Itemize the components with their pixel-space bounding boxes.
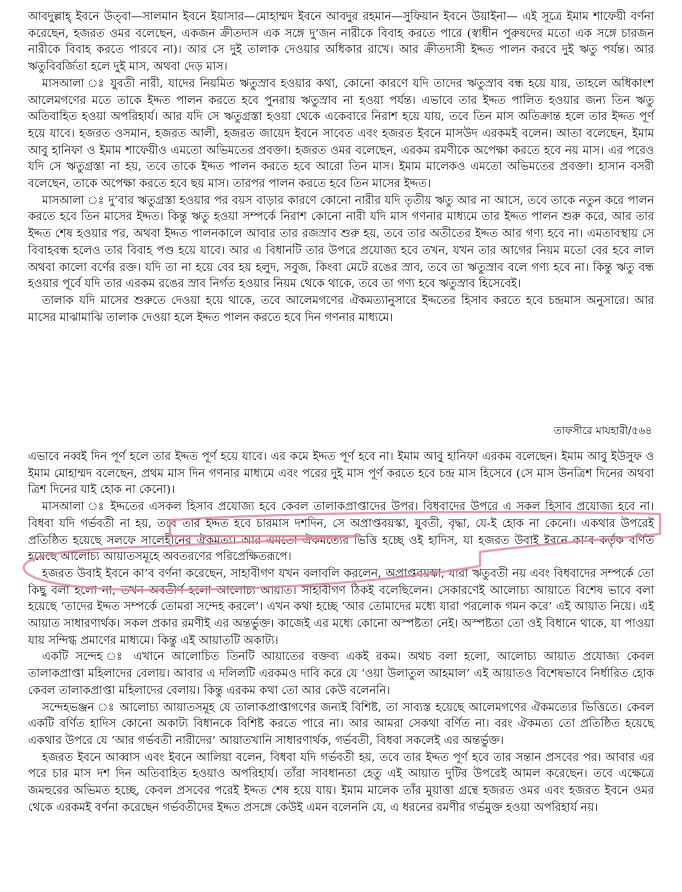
paragraph: এভাবে নব্বই দিন পূর্ণ হলে তার ইদ্দত পূর্ণ হয়ে যাবে। এর কমে ইদ্দত পূর্ণ হবে না। ইমাম আবু হানিফা এরকম বলেছেন। ইমাম আবু ইউসুফ ও ইমাম মোহাম্মদ বলেছেন, প্রথম মাস দিন গণনার মাধ্যমে এবং পরের দুই মাস পূর্ণ করতে হবে চন্দ্র মাস হিসেবে (সে মাস উনত্রিশ দিনের অথবা ত্রিশ দিনের যাই হোক না কেনো)। [28, 449, 654, 497]
upper-text-block [28, 8, 654, 325]
paragraph: সন্দেহভঞ্জন ঃ আলোচ্য আয়াতসমূহ যে তালাকপ্রাপ্তাগণের জন্যই বিশিষ্ট, তা সাব্যস্ত হয়েছে আলেমগণের ঐকমত্যের ভিত্তিতে। কেবল একটি বর্ণিত হাদিস কোনো অকাট্য বিধানকে বিশিষ্ট করতে পারে না। আর আমরা সেকথা বর্ণিত না। বরং ঐকমত্য তো প্রতিষ্ঠিত হয়েছে একথার উপরে যে ‘আর গর্ভবতী নারীদের’ আয়াতখানি সাধারণার্থক, গর্ভবতী, বিধবা সকলেই এর অন্তর্ভুক্ত। [28, 699, 654, 747]
paragraph: তালাক যদি মাসের শুরুতে দেওয়া হয়ে থাকে, তবে আলেমগণের ঐকমত্যানুসারে ইদ্দতের হিসাব করতে হবে চন্দ্রমাস অনুসারে। আর মাসের মাঝামাঝি তালাক দেওয়া হলে ইদ্দত পালন করতে হবে দিন গণনার মাধ্যমে। [28, 292, 654, 324]
paragraph: মাসআলা ঃ যুবতী নারী, যাদের নিয়মিত ঋতুস্রাব হওয়ার কথা, কোনো কারণে যদি তাদের ঋতুস্রাব বন্ধ হয়ে যায়, তাহলে অধিকাংশ আলেমগণের মতে তাকে ইদ্দত পালন করতে হবে পুনরায় ঋতুস্রাব না হওয়া পর্যন্ত। এভাবে তার ইদ্দত পালিত হওয়ার জন্য তিন ঋতু অতিবাহিত হওয়া অপরিহার্য। আর যদি সে ঋতুগ্রস্তা হওয়া থেকে একেবারে নিরাশ হয়ে যায়, তবে তিন মাস অতিক্রান্ত হলে তার ইদ্দত পূর্ণ হয়ে যাবে। হজরত ওসমান, হজরত আলী, হজরত জায়েদ ইবনে সাবেত এবং হজরত ইবনে মাসউদ এরকমই বলেন। আতা বলেছেন, ইমাম আবু হানিফা ও ইমাম শাফেয়ীও এমতো অভিমতের প্রবক্তা। হজরত ওমর বলেছেন, এরকম রমণীকে অপেক্ষা করতে হবে নয় মাস। এর পরেও যদি সে ঋতুগ্রস্তা না হয়, তবে তাকে ইদ্দত পালন করতে হবে আরো তিন মাস। ইমাম মালেকও এমতো অভিমতের প্রবক্তা। হাসান বসরী বলেছেন, তাকে অপেক্ষা করতে হবে ছয় মাস। তারপর পালন করতে হবে তিন মাসের ইদ্দত। [28, 75, 654, 191]
paragraph: মাসআলা ঃ দু’বার ঋতুগ্রস্তা হওয়ার পর বয়স বাড়ার কারণে কোনো নারীর যদি তৃতীয় ঋতু আর না আসে, তবে তাকে নতুন করে পালন করতে হবে তিন মাসের ইদ্দত। কিন্তু ঋতু হওয়া সম্পর্কে নিরাশ কোনো নারী যদি মাস গণনার মাধ্যমে তার ইদ্দত পালন শুরু করে, আর তার ইদ্দত শেষ হওয়ার পর, অথবা ইদ্দত পালনকালে আবার তার রজস্রাব শুরু হয়, তবে তার অতীতের ইদ্দত আর গণ্য হবে না। এমতাবস্থায় সে বিবাহবন্ধ হলেও তার বিবাহ পণ্ড হয়ে যাবে। আর এ বিধানটি তার উপরে প্রযোজ্য হবে তখন, যখন তার আগের নিয়ম মতো বের হবে লাল অথবা কালো বর্ণের রক্ত। যদি তা না হয়ে বের হয় হলুদ, সবুজ, কিংবা মেটে রঙের স্রাব, তবে তা ঋতুস্রাব বলে গণ্য হবে না। কিন্তু ঋতু বন্ধ হওয়ার পূর্বে যদি তার এরকম রঙের স্রাব নির্গত হওয়ার নিয়ম থেকে থাকে, তবে তা গণ্য হবে ঋতুস্রাব হিসেবেই। [28, 192, 654, 291]
paragraph: একটি সন্দেহ ঃ এখানে আলোচিত তিনটি আয়াতের বক্তব্য একই রকম। অথচ বলা হলো, আলোচ্য আয়াত প্রযোজ্য কেবল তালাকপ্রাপ্তা মহিলাদের বেলায়। আবার এ দলিলটি এরকমও দাবি করে যে ‘ওয়া উলাতুল আহমাল’ এই আয়াতও বিশেষভাবে নির্ধারিত হোক কেবল তালাকপ্রাপ্তা মহিলাদের বেলায়। কিন্তু এরকম কথা তো আর কেউ বলেননি। [28, 649, 654, 697]
paragraph: হজরত ইবনে আব্বাস এবং ইবনে আলিয়া বলেন, বিধবা যদি গর্ভবতী হয়, তবে তার ইদ্দত পূর্ণ হবে তার সন্তান প্রসবের পর। আবার এর পরে চার মাস দশ দিন অতিবাহিত হওয়াও অপরিহার্য। তাঁরা সাবধানতা হেতু এই আয়াত দুটির উপরেই আমল করেছেন। তবে এক্ষেত্রে জমহুরের অভিমত হচ্ছে, কেবল প্রসবের পরেই ইদ্দত শেষ হয়ে যায়। ইমাম মালেক তাঁর মুয়াত্তা গ্রন্থে হজরত ওমর এবং হজরত ইবনে ওমর থেকে এরকমই বর্ণনা করেছেন গর্ভবতীদের ইদ্দত প্রসঙ্গে কেউই এমন বলেননি যে, এ ধরনের রমণীর গর্ভমুক্ত হওয়া অপরিহার্য নয়। [28, 749, 654, 814]
paragraph: হজরত উবাই ইবনে কা’ব বর্ণনা করেছেন, সাহাবীগণ যখন বলাবলি করলেন, অপ্রাপ্তবয়স্কা, যারা ঋতুবতী নয় এবং বিধবাদের সম্পর্কে তো কিছু বলা হলো না, তখন অবতীর্ণ হলো আলোচ্য আয়াত। সাহাবীগণ ঠিকই বলেছিলেন। সেকারণেই আলোচ্য আয়াতে বিশেষ ভাবে বলা হয়েছে ‘তাদের ইদ্দত সম্পর্কে তোমরা সন্দেহ করলে’। এখন কথা হচ্ছে ‘আর তোমাদের মধ্যে যারা পরলোক গমন করে’ এই আয়াত নিয়ে। এই আয়াত সাধারণার্থক। সকল প্রকার রমণীই এর অন্তর্ভুক্ত। কাজেই এর মধ্যে কোনো অস্পষ্টতা নেই। অস্পষ্টতা তো ওই বিধানে থাকে, যা পাওয়া যায় সন্দিগ্ধ প্রমাণের মাধ্যমে। কিন্তু এই আয়াতটি অকাট্য। [28, 565, 654, 647]
paragraph: মাসআলা ঃ ইদ্দতের এসকল হিসাব প্রযোজ্য হবে কেবল তালাকপ্রাপ্তাদের উপর। বিধবাদের উপরে এ সকল হিসাব প্রযোজ্য হবে না। বিধবা যদি গর্ভবতী না হয়, তবে তার ইদ্দত হবে চারমাস দশদিন, সে অপ্রাপ্তবয়স্কা, যুবতী, বৃদ্ধা, যে-ই হোক না কেনো। একথার উপরেই প্রতিষ্ঠিত হয়েছে সলফে সালেহীনের ঐকমত্য। আর এমতো ঐকমত্যের ভিত্তি হচ্ছে ওই হাদিস, যা হজরত উবাই ইবনে কা’ব কর্তৃক বর্ণিত হয়েছে আলোচ্য আয়াতসমূহে অবতরণের পরিপ্রেক্ষিতরূপে। [28, 499, 654, 564]
paragraph: আবদুল্লাহ্ ইবনে উত্‌বা—সালমান ইবনে ইয়াসার—মোহাম্মদ ইবনে আবদুর রহমান—সুফিয়ান ইবনে উয়াইনা— এই সূত্রে ইমাম শাফেয়ী বর্ণনা করেছেন, হজরত ওমর বলেছেন, একজন ক্রীতদাস এক সঙ্গে দু’জন নারীকে বিবাহ করতে পারে (স্বাধীন পুরুষদের মতো এক সঙ্গে চারজন নারীকে বিবাহ করতে পারবে না)। আর সে দুই তালাক দেওয়ার অধিকার রাখে। আর ক্রীতদাসী ইদ্দত পালন করবে দুই ঋতু পর্যন্ত। আর ঋতুবিবর্জিতা হলে দুই মাস, অথবা দেড় মাস। [28, 9, 654, 74]
lower-text-block [28, 448, 654, 815]
page-reference: তাফসীরে মাযহারী/৫৬৪ [553, 425, 652, 437]
